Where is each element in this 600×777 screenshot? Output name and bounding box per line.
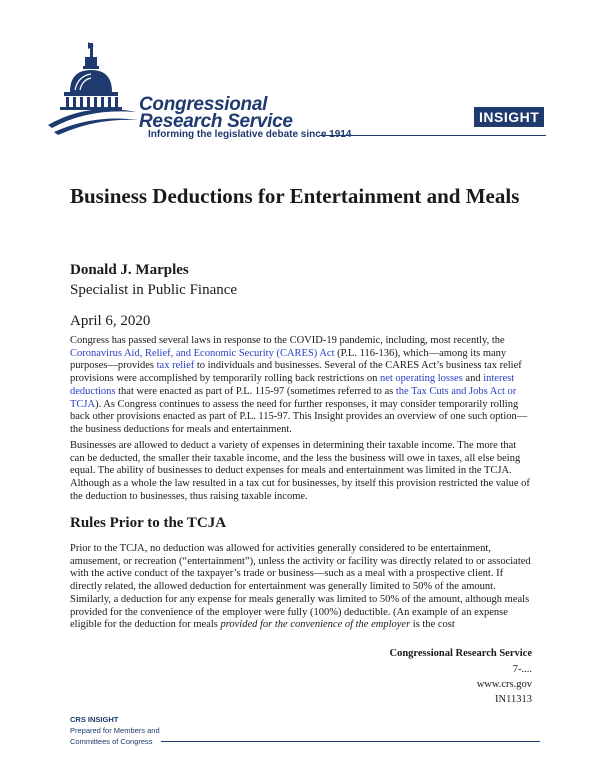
paragraph-rules: Prior to the TCJA, no deduction was allowed for activities generally considered to be entertainment, amusement, or recreation (“entertainment”), unless the activity or facility was directly related to or associated with the active conduct of the taxpayer’s trade or business—such as a meal with a prospective client. If directly related, the allowed deduction for entertainment was generally limited to 50% of the amount. Similarly, a deduction for any expense for meals generally was limited to 50% of the amount, although meals provided for the convenience of the employer were fully (100%) deductible. (An example of an expense eligible for the deduction for meals provided for the convenience of the employer is the cost [70, 543, 531, 631]
footer-prepared-line1: Prepared for Members and [70, 726, 160, 735]
footer-divider [161, 741, 540, 742]
author-name: Donald J. Marples [70, 262, 189, 278]
emphasis-text: provided for the convenience of the employer [220, 619, 411, 631]
header-divider [320, 135, 546, 136]
document-title: Business Deductions for Entertainment and Meals [70, 184, 520, 208]
paragraph-background: Businesses are allowed to deduct a variety of expenses in determining their taxable income. The more that can be deducted, the smaller their taxable income, and the less the business will owe in taxes, all else being equal. The ability of businesses to deduct expenses for meals and entertainment was limited in the TCJA. Although as a whole the law resulted in a tax cut for businesses, by itself this provision restricted the value of the deduction to businesses, thus raising taxable income. [70, 440, 530, 502]
section-heading: Rules Prior to the TCJA [70, 515, 227, 531]
org-name-line2: Research Service [139, 111, 293, 132]
link-tcja[interactable]: the Tax Cuts and Jobs Act or TCJA [70, 385, 517, 410]
footer-prepared-line2: Committees of Congress [70, 737, 153, 746]
paragraph-intro: Congress has passed several laws in response to the COVID-19 pandemic, including, most recently, the Coronavirus Aid, Relief, and Economic Security (CARES) Act (P.L. 116-136), which—among its many purposes—provides tax relief to individuals and businesses. Several of the CARES Act’s business tax relief provisions were accomplished by temporarily rolling back restrictions on net operating losses and interest deductions that were enacted as part of P.L. 115-97 (sometimes referred to as the Tax Cuts and Jobs Act or TCJA). As Congress continues to assess the need for further responses, it may consider temporarily rolling back other provisions enacted as part of P.L. 115-97. This Insight provides an overview of one such option—the business deductions for meals and entertainment. [70, 335, 528, 435]
link-net-operating-losses[interactable]: net operating losses [379, 373, 463, 385]
link-interest-deductions[interactable]: interest deductions [70, 373, 515, 397]
footer-website: www.crs.gov [476, 679, 532, 690]
footer-crs-insight: CRS INSIGHT [70, 715, 119, 724]
footer-doc-id: IN11313 [495, 694, 532, 705]
org-tagline: Informing the legislative debate since 1914 [148, 129, 352, 140]
insight-badge: INSIGHT [474, 107, 544, 127]
link-cares-act[interactable]: Coronavirus Aid, Relief, and Economic Security (CARES) Act [70, 347, 335, 359]
footer-page: 7-.... [512, 664, 532, 675]
publication-date: April 6, 2020 [70, 313, 151, 329]
link-tax-relief[interactable]: tax relief [156, 360, 195, 372]
footer-org: Congressional Research Service [389, 648, 532, 659]
author-title: Specialist in Public Finance [70, 282, 238, 298]
org-name-line1: Congressional [139, 94, 268, 115]
